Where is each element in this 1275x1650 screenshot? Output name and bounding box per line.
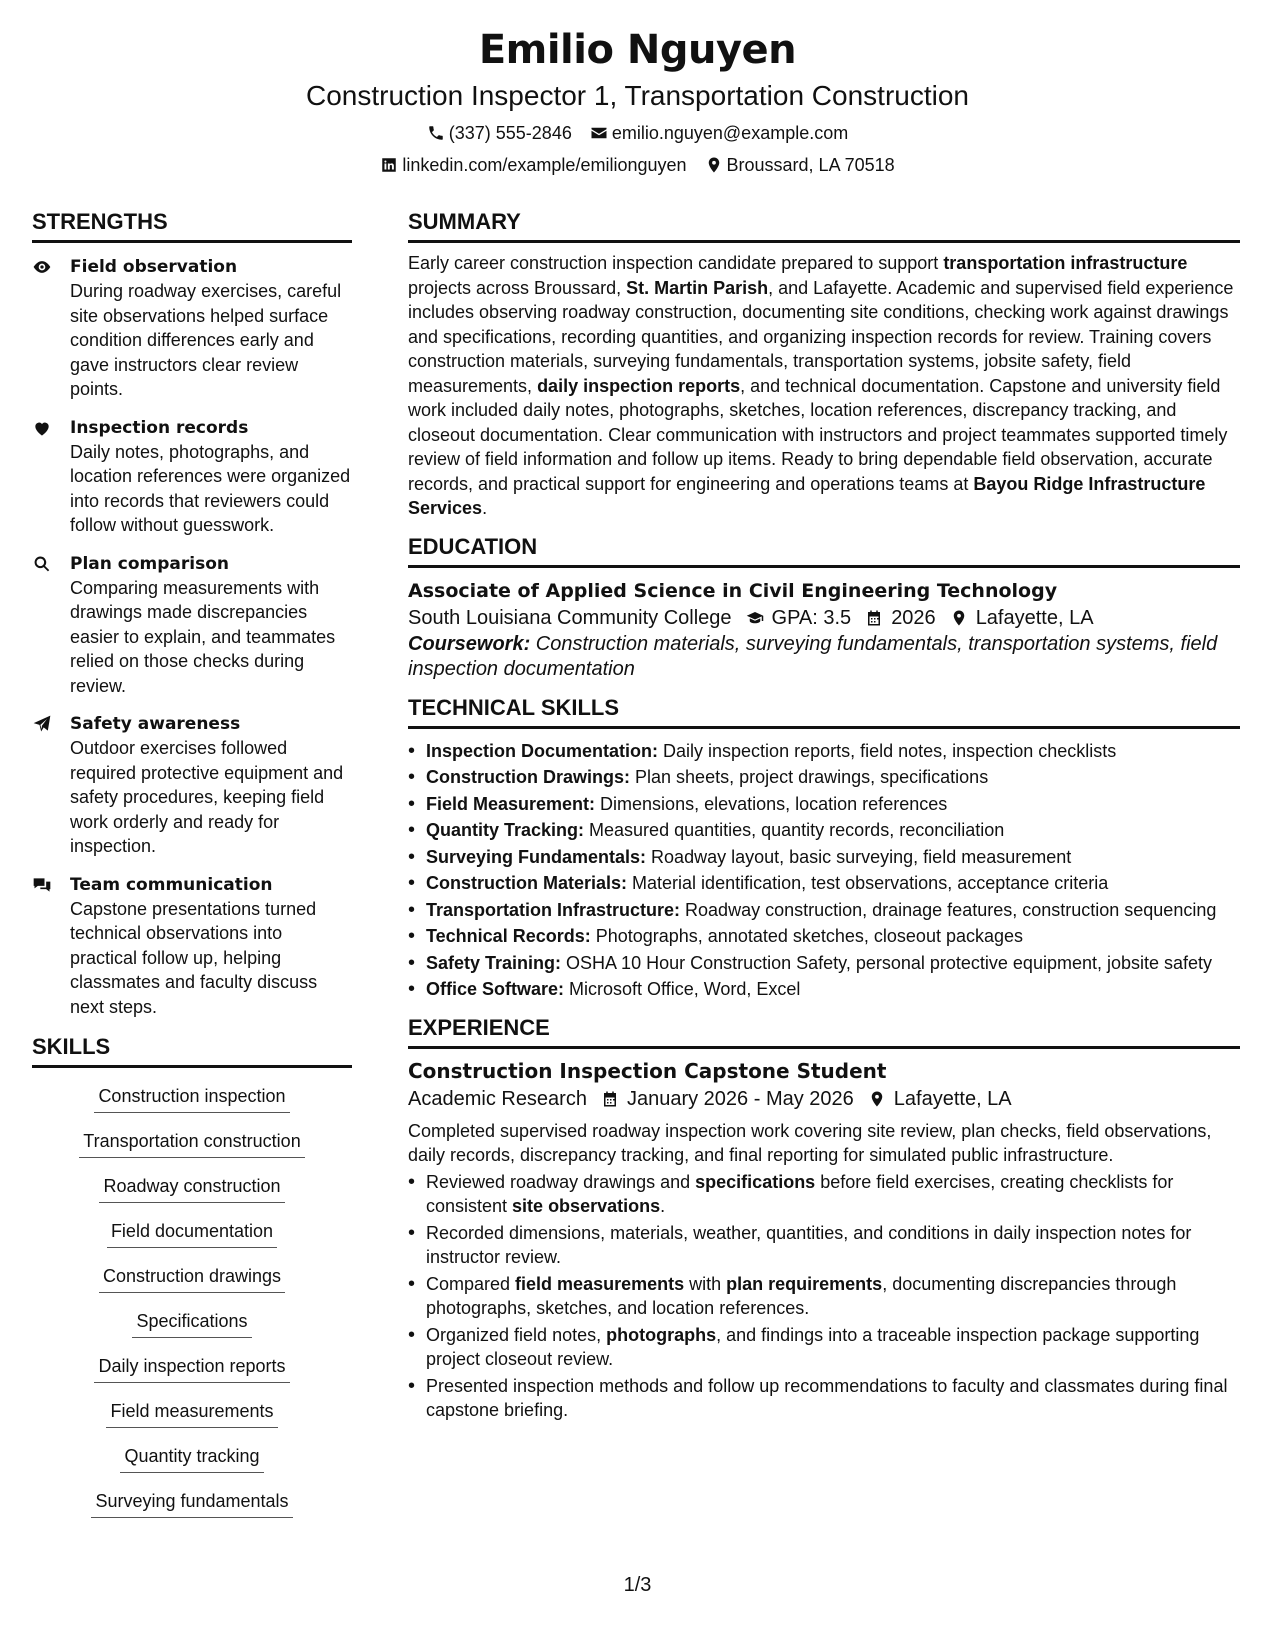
bullet-highlight: field measurements [515, 1273, 685, 1294]
skill-value: Roadway construction, drainage features, construction sequencing [680, 899, 1217, 920]
summary-highlight: transportation infrastructure [943, 253, 1188, 273]
strength-item [32, 255, 352, 402]
location-contact [705, 153, 895, 177]
heart-icon [32, 418, 52, 438]
skill-tag: Field documentation [107, 1219, 277, 1248]
strength-desc: During roadway exercises, careful site observations helped surface condition differences early and gave instructors clear review points. [70, 281, 342, 399]
list-item [408, 1170, 1240, 1219]
list-item [408, 924, 1240, 949]
skill-tag: Field measurements [106, 1399, 277, 1428]
strength-desc: Comparing measurements with drawings made discrepancies easier to explain, and teammates relied on those checks during review. [70, 577, 336, 696]
linkedin-text: linkedin.com/example/emilionguyen [402, 155, 687, 175]
list-item [408, 1221, 1240, 1270]
edu-location-text: Lafayette, LA [975, 606, 1094, 629]
skill-tag: Construction inspection [94, 1084, 289, 1113]
bullet-text: with [684, 1273, 727, 1294]
skill-value: Measured quantities, quantity records, reconciliation [584, 820, 1005, 840]
summary-text [408, 251, 1240, 521]
paper-plane-icon [32, 714, 52, 734]
email-text: emilio.nguyen@example.com [611, 123, 849, 143]
year-item [865, 604, 936, 632]
technical-skills-heading: TECHNICAL SKILLS [408, 694, 1240, 729]
calendar-icon [865, 609, 883, 627]
education-section [408, 533, 1240, 682]
degree-title: Associate of Applied Science in Civil Engineering Technology [408, 579, 1058, 602]
skill-value: Dimensions, elevations, location references [595, 793, 948, 814]
strength-item [32, 416, 352, 538]
summary-part: . [482, 498, 488, 518]
strength-desc: Daily notes, photographs, and location references were organized into records that reviewers could follow without guesswork. [70, 441, 351, 535]
skill-value: Material identification, test observations, acceptance criteria [627, 873, 1109, 893]
bullet-highlight: site observations [512, 1196, 661, 1216]
list-item [408, 845, 1240, 870]
skill-label: Construction Materials: [426, 873, 628, 893]
skill-label: Transportation Infrastructure: [426, 899, 681, 920]
candidate-name: Emilio Nguyen [478, 27, 797, 73]
job-meta [408, 1085, 1240, 1113]
bullet-text: before field exercises, creating checklists for consistent [426, 1171, 1174, 1216]
skill-label: Field Measurement: [426, 793, 596, 814]
skill-tag: Daily inspection reports [94, 1354, 289, 1383]
calendar-icon [601, 1090, 619, 1108]
list-item [408, 792, 1240, 817]
strength-title: Team communication [70, 874, 273, 895]
skill-value: Daily inspection reports, field notes, inspection checklists [658, 740, 1117, 761]
strength-title: Plan comparison [70, 553, 230, 574]
gpa-item [746, 604, 852, 632]
bullet-text: . [660, 1196, 666, 1216]
list-item [408, 739, 1240, 764]
resume-header [0, 22, 1275, 177]
skill-tag: Transportation construction [79, 1129, 304, 1158]
left-column [32, 208, 352, 1534]
coursework-text: Construction materials, surveying fundamentals, transportation systems, field inspection documentation [408, 632, 1218, 680]
skill-label: Construction Drawings: [426, 767, 631, 787]
experience-bullets [408, 1170, 1240, 1423]
skill-value: Roadway layout, basic surveying, field measurement [646, 846, 1072, 867]
list-item [408, 818, 1240, 843]
job-description: Completed supervised roadway inspection work covering site review, plan checks, field observations, daily records, discrepancy tracking, and final reporting for simulated public infrastructure. [408, 1120, 1212, 1165]
list-item [408, 1272, 1240, 1321]
org-name: Academic Research [408, 1087, 587, 1110]
summary-part: Early career construction inspection candidate prepared to support [408, 253, 944, 273]
coursework-label: Coursework: [408, 632, 531, 655]
strength-item [32, 712, 352, 859]
education-meta [408, 604, 1240, 632]
experience-section [408, 1014, 1240, 1423]
linkedin-contact[interactable] [380, 153, 686, 177]
technical-skills-section [408, 694, 1240, 1002]
skill-label: Office Software: [426, 979, 565, 999]
bullet-text: , documenting discrepancies through photographs, sketches, and location references. [426, 1273, 1177, 1318]
map-marker-icon [868, 1090, 886, 1108]
location-text: Broussard, LA 70518 [726, 155, 895, 175]
list-item [408, 765, 1240, 790]
comments-icon [32, 875, 52, 895]
skill-tag: Surveying fundamentals [91, 1489, 292, 1518]
bullet-text: Compared [426, 1273, 516, 1294]
skill-label: Inspection Documentation: [426, 740, 659, 761]
bullet-text: Recorded dimensions, materials, weather, quantities, and conditions in daily inspection notes for instructor review. [426, 1222, 1192, 1267]
summary-part: , and Lafayette. Academic and supervised field experience includes observing roadway construction, documenting site conditions, checking work against drawings and specifications, recording quantities, and organizing inspection records for review. Training covers construction materials, surveying fundamentals, transportation systems, jobsite safety, field measurements, [408, 277, 1234, 396]
candidate-title: Construction Inspector 1, Transportation Construction [305, 80, 969, 111]
skill-value: Plan sheets, project drawings, specifications [630, 767, 989, 787]
envelope-icon [590, 124, 608, 142]
bullet-text: , and findings into a traceable inspection package supporting project closeout review. [426, 1324, 1200, 1369]
bullet-highlight: plan requirements [726, 1273, 883, 1294]
list-item [408, 977, 1240, 1002]
skill-list [32, 1084, 352, 1534]
list-item [408, 1374, 1240, 1423]
list-item [408, 871, 1240, 896]
skill-label: Safety Training: [426, 952, 562, 973]
summary-part: projects across Broussard, [408, 277, 627, 298]
skill-tag: Quantity tracking [120, 1444, 263, 1473]
strength-title: Inspection records [70, 417, 249, 438]
search-icon [32, 554, 52, 574]
page-number: 1/3 [623, 1574, 652, 1596]
contact-row-2 [0, 153, 1275, 177]
bullet-highlight: specifications [695, 1171, 816, 1192]
job-title: Construction Inspection Capstone Student [408, 1058, 887, 1083]
experience-heading: EXPERIENCE [408, 1014, 1240, 1049]
gpa-text: GPA: 3.5 [771, 606, 852, 629]
skill-tag: Specifications [132, 1309, 251, 1338]
phone-icon [427, 124, 445, 142]
list-item [408, 951, 1240, 976]
job-location-item [868, 1085, 1012, 1113]
skill-label: Quantity Tracking: [426, 820, 585, 840]
map-marker-icon [950, 609, 968, 627]
skill-value: Photographs, annotated sketches, closeout packages [590, 926, 1024, 946]
email-contact[interactable] [590, 121, 848, 145]
strength-item [32, 552, 352, 699]
strength-title: Safety awareness [70, 714, 241, 734]
strength-desc: Outdoor exercises followed required protective equipment and safety procedures, keeping field work orderly and ready for inspection. [70, 738, 344, 856]
dates-item [601, 1085, 854, 1113]
eye-icon [32, 257, 52, 277]
strengths-heading: STRENGTHS [32, 208, 352, 243]
summary-highlight: St. Martin Parish [626, 277, 769, 298]
phone-text: (337) 555-2846 [448, 123, 572, 143]
bullet-text: Presented inspection methods and follow up recommendations to faculty and classmates during final capstone briefing. [426, 1375, 1228, 1420]
summary-highlight: Bayou Ridge Infrastructure Services [408, 473, 1206, 518]
skill-value: Microsoft Office, Word, Excel [564, 979, 801, 999]
bullet-text: Reviewed roadway drawings and [426, 1171, 696, 1192]
summary-part: , and technical documentation. Capstone and university field work included daily notes, photographs, sketches, location references, discrepancy tracking, and closeout documentation. Clear communication with instructors and project teammates supported timely review of field information and follow up items. Ready to bring dependable field observation, accurate records, and practical support for engineering and operations teams at [408, 375, 1228, 494]
map-marker-icon [705, 156, 723, 174]
technical-skills-list [408, 739, 1240, 1002]
skill-tag: Construction drawings [99, 1264, 285, 1293]
bullet-text: Organized field notes, [426, 1324, 607, 1345]
coursework [408, 632, 1240, 682]
skill-tag: Roadway construction [99, 1174, 284, 1203]
list-item [408, 1323, 1240, 1372]
graduation-cap-icon [746, 609, 764, 627]
school-name: South Louisiana Community College [408, 606, 732, 629]
summary-heading: SUMMARY [408, 208, 1240, 243]
skill-value: OSHA 10 Hour Construction Safety, personal protective equipment, jobsite safety [561, 952, 1213, 973]
contact-row-1 [0, 121, 1275, 145]
summary-highlight: daily inspection reports [537, 375, 741, 396]
skill-label: Technical Records: [426, 926, 591, 946]
linkedin-icon [380, 156, 398, 174]
skill-label: Surveying Fundamentals: [426, 846, 647, 867]
year-text: 2026 [891, 606, 936, 629]
strengths-list [32, 255, 352, 1019]
edu-location-item [950, 604, 1094, 632]
right-column [408, 208, 1240, 1425]
education-heading: EDUCATION [408, 533, 1240, 568]
strength-title: Field observation [70, 257, 238, 277]
phone-contact[interactable] [427, 121, 572, 145]
strength-item [32, 873, 352, 1020]
strength-desc: Capstone presentations turned technical observations into practical follow up, helping classmates and faculty discuss next steps. [70, 898, 318, 1017]
job-location-text: Lafayette, LA [893, 1087, 1012, 1110]
skills-heading: SKILLS [32, 1033, 352, 1068]
list-item [408, 898, 1240, 923]
dates-text: January 2026 - May 2026 [626, 1087, 854, 1110]
bullet-highlight: photographs [606, 1324, 717, 1345]
